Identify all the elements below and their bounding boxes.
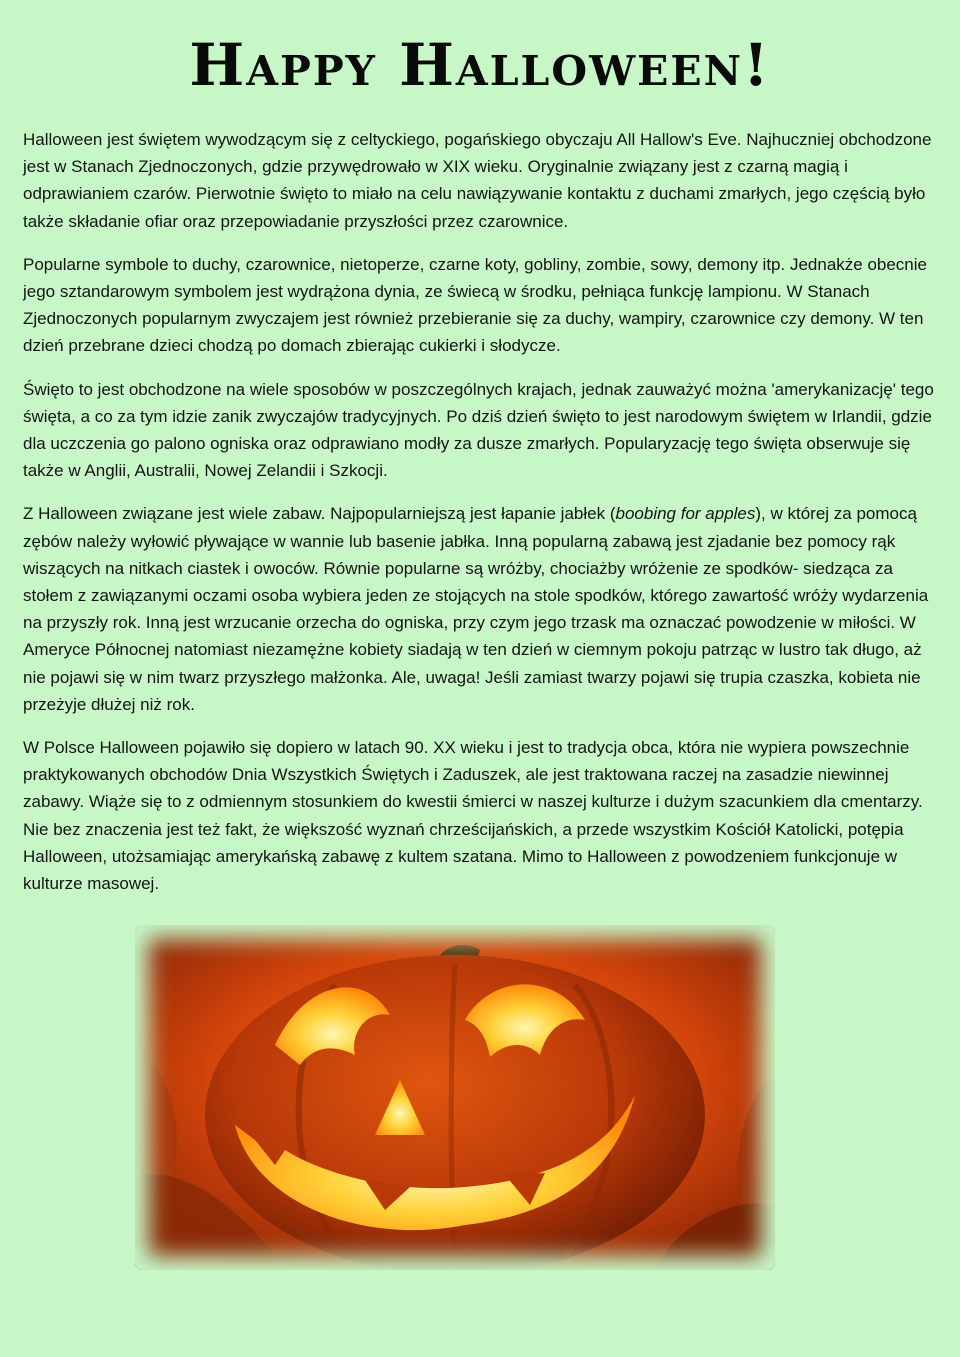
- paragraph-games: [23, 500, 938, 718]
- paragraph-games-end: ), w której za pomocą zębów należy wyłowić pływające w wannie lub basenie jabłka. Inną popularną zabawą jest zjadanie bez pomocy rąk wiszących na nitkach ciastek i owoców. Równie popularne są wróżby, chociażby wróżenie ze spodków- siedząca za stołem z zawiązanymi oczami osoba wybiera jeden ze stojących na stole spodków, którego zawartość wróży wydarzenia na przyszły rok. Inną jest wrzucanie orzecha do ogniska, przy czym jego trzask ma oznaczać powodzenie w miłości. W Ameryce Północnej natomiast niezamężne kobiety siadają w ten dzień w ciemnym pokoju patrząc w lustro tak długo, aż nie pojawi się w nim twarz przyszłego małżonka. Ale, uwaga! Jeśli zamiast twarzy pojawi się trupia czaszka, kobieta nie przeżyje dłużej niż rok.: [23, 504, 929, 714]
- paragraph-games-italic: boobing for apples: [615, 504, 756, 524]
- paragraph-games-start: Z Halloween związane jest wiele zabaw. Najpopularniejszą jest łapanie jabłek (: [23, 504, 616, 524]
- paragraph-poland: W Polsce Halloween pojawiło się dopiero w latach 90. XX wieku i jest to tradycja obca, która nie wypiera powszechnie praktykowanych obchodów Dnia Wszystkich Świętych i Zaduszek, ale jest traktowana raczej na zasadzie niewinnej zabawy. Wiąże się to z odmiennym stosunkiem do kwestii śmierci w naszej kulturze i dużym szacunkiem dla cmentarzy. Nie bez znaczenia jest też fakt, że większość wyznań chrześcijańskich, a przede wszystkim Kościół Katolicki, potępia Halloween, utożsamiając amerykańską zabawę z kultem szatana. Mimo to Halloween z powodzeniem funkcjonuje w kulturze masowej.: [23, 738, 923, 894]
- page-title: Happy Halloween!: [189, 31, 771, 99]
- paragraph-origin: Halloween jest świętem wywodzącym się z celtyckiego, pogańskiego obyczaju All Hallow's Eve. Najhuczniej obchodzone jest w Stanach Zjednoczonych, gdzie przywędrowało w XIX wieku. Oryginalnie związany jest z czarną magią i odprawianiem czarów. Pierwotnie święto to miało na celu nawiązywanie kontaktu z duchami zmarłych, jego częścią było także składanie ofiar oraz przepowiadanie przyszłości przez czarownice.: [23, 130, 932, 231]
- jack-o-lantern-image: [135, 925, 775, 1270]
- paragraph-countries: Święto to jest obchodzone na wiele sposobów w poszczególnych krajach, jednak zauważyć można 'amerykanizację' tego święta, a co za tym idzie zanik zwyczajów tradycyjnych. Po dziś dzień święto to jest narodowym świętem w Irlandii, gdzie dla uczczenia go palono ogniska oraz odprawiano modły za dusze zmarłych. Popularyzację tego święta obserwuje się także w Anglii, Australii, Nowej Zelandii i Szkocji.: [23, 379, 934, 481]
- article-body: [23, 126, 938, 913]
- paragraph-symbols: Popularne symbole to duchy, czarownice, nietoperze, czarne koty, gobliny, zombie, sowy, demony itp. Jednakże obecnie jego sztandarowym symbolem jest wydrążona dynia, ze świecą w środku, pełniąca funkcję lampionu. W Stanach Zjednoczonych popularnym zwyczajem jest również przebieranie się za duchy, wampiry, czarownice czy demony. W ten dzień przebrane dzieci chodzą po domach zbierając cukierki i słodycze.: [23, 254, 927, 356]
- jack-o-lantern-icon: [135, 925, 775, 1270]
